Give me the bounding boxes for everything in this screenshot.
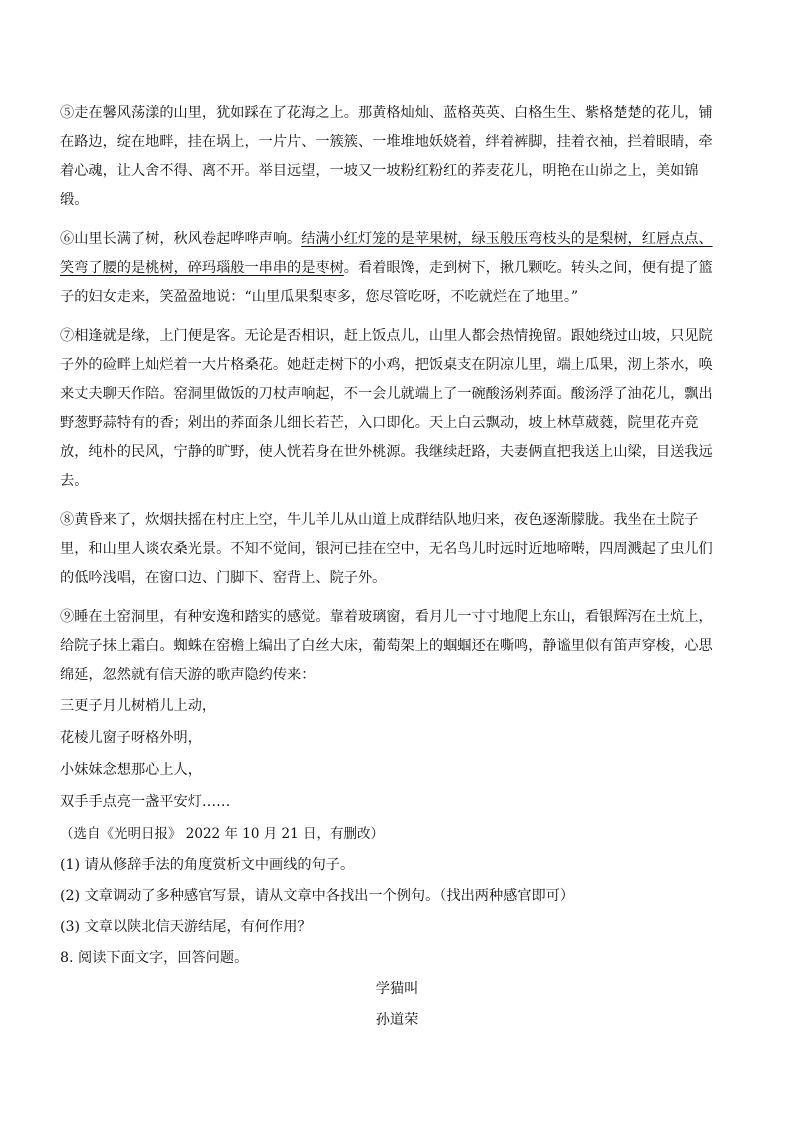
para7-line4: 野葱野蒜特有的香；剁出的荞面条儿细长若芒，入口即化。天上白云飘动，坡上林草葳蕤，院里花卉竞: [60, 415, 699, 431]
article-author: 孙道荣: [375, 1012, 419, 1028]
para5-line4: 缎。: [60, 192, 89, 208]
para7-line2: 子外的硷畔上灿烂着一大片格桑花。她赶走树下的小鸡，把饭桌支在阴凉儿里，端上瓜果，沏上茶水，唤: [60, 357, 713, 373]
underlined-sentence: 结满小红灯笼的是苹果树，绿玉般压弯枝头的是梨树，红唇点点、: [301, 231, 713, 247]
para9-line1: ⑨睡在土窑洞里，有种安逸和踏实的感觉。靠着玻璃窗，看月儿一寸寸地爬上东山，看银辉泻在土炕上，: [60, 609, 713, 625]
para8-line3: 的低吟浅唱，在窗口边、门脚下、窑背上、院子外。: [60, 570, 387, 586]
underlined-sentence: 笑弯了腰的是桃树，碎玛瑙般一串串的是枣树: [60, 260, 344, 276]
para6-line2: [60, 258, 740, 278]
question-2: (2) 文章调动了多种感官写景，请从文章中各找出一个例句。（找出两种感官即可）: [60, 888, 575, 904]
source-citation: （选自《光明日报》 2022 年 10 月 21 日，有删改）: [60, 826, 384, 842]
question-1: (1) 请从修辞手法的角度赏析文中画线的句子。: [60, 857, 355, 873]
para5-line1: ⑤走在馨风荡漾的山里，犹如踩在了花海之上。那黄格灿灿、蓝格英英、白格生生、紫格楚楚的花儿，铺: [60, 105, 713, 121]
poem-line3: 小妹妹念想那心上人，: [60, 762, 202, 778]
poem-line1: 三更子月儿树梢儿上动，: [60, 698, 217, 714]
question-3: (3) 文章以陕北信天游结尾，有何作用？: [60, 919, 312, 935]
article-title: 学猫叫: [375, 981, 419, 997]
poem-line4: 双手手点亮一盏平安灯……: [60, 794, 231, 810]
para6-text: 。看着眼馋，走到树下，揪几颗吃。转头之间，便有提了篮: [343, 260, 713, 276]
para8-line1: ⑧黄昏来了，炊烟扶摇在村庄上空，牛儿羊儿从山道上成群结队地归来，夜色逐渐朦胧。我坐在土院子: [60, 512, 699, 528]
para7-line1: ⑦相逢就是缘，上门便是客。无论是否相识，赶上饭点儿，山里人都会热情挽留。跟她绕过山坡，只见院: [60, 328, 713, 344]
poem-line2: 花棱儿窗子呀格外明，: [60, 730, 202, 746]
para7-line5: 放，纯朴的民风，宁静的旷野，使人恍若身在世外桃源。我继续赶路，夫妻俩直把我送上山梁，目送我远: [60, 444, 713, 460]
question-8-heading: 8. 阅读下面文字，回答问题。: [60, 950, 249, 966]
para5-line2: 在路边，绽在地畔，挂在埚上，一片片、一簇簇、一堆堆地妖娆着，绊着裤脚，挂着衣袖，拦着眼睛，牵: [60, 134, 713, 150]
para6-text: ⑥山里长满了树，秋风卷起哗哗声响。: [60, 231, 302, 247]
para5-line3: 着心魂，让人舍不得、离不开。举目远望，一坡又一坡粉红粉红的荞麦花儿，明艳在山峁之上，美如锦: [60, 163, 699, 179]
para8-line2: 里，和山里人谈农桑光景。不知不觉间，银河已挂在空中，无名鸟儿时远时近地啼啭，四周溅起了虫儿们: [60, 541, 713, 557]
para7-line3: 来丈夫聊天作陪。窑洞里做饭的刀杖声响起，不一会儿就端上了一碗酸汤剁荞面。酸汤浮了油花儿，飘出: [60, 386, 713, 402]
para6-line3: 子的妇女走来，笑盈盈地说：“山里瓜果梨枣多，您尽管吃呀，不吃就烂在了地里。”: [60, 289, 579, 305]
para9-line2: 给院子抹上霜白。蜘蛛在窑檐上编出了白丝大床，葡萄架上的蝈蝈还在嘶鸣，静谧里似有笛声穿梭，心思: [60, 638, 713, 654]
para7-line6: 去。: [60, 473, 89, 489]
para9-line3: 绵延，忽然就有信天游的歌声隐约传来：: [60, 667, 316, 683]
para6-line1: [60, 229, 740, 249]
